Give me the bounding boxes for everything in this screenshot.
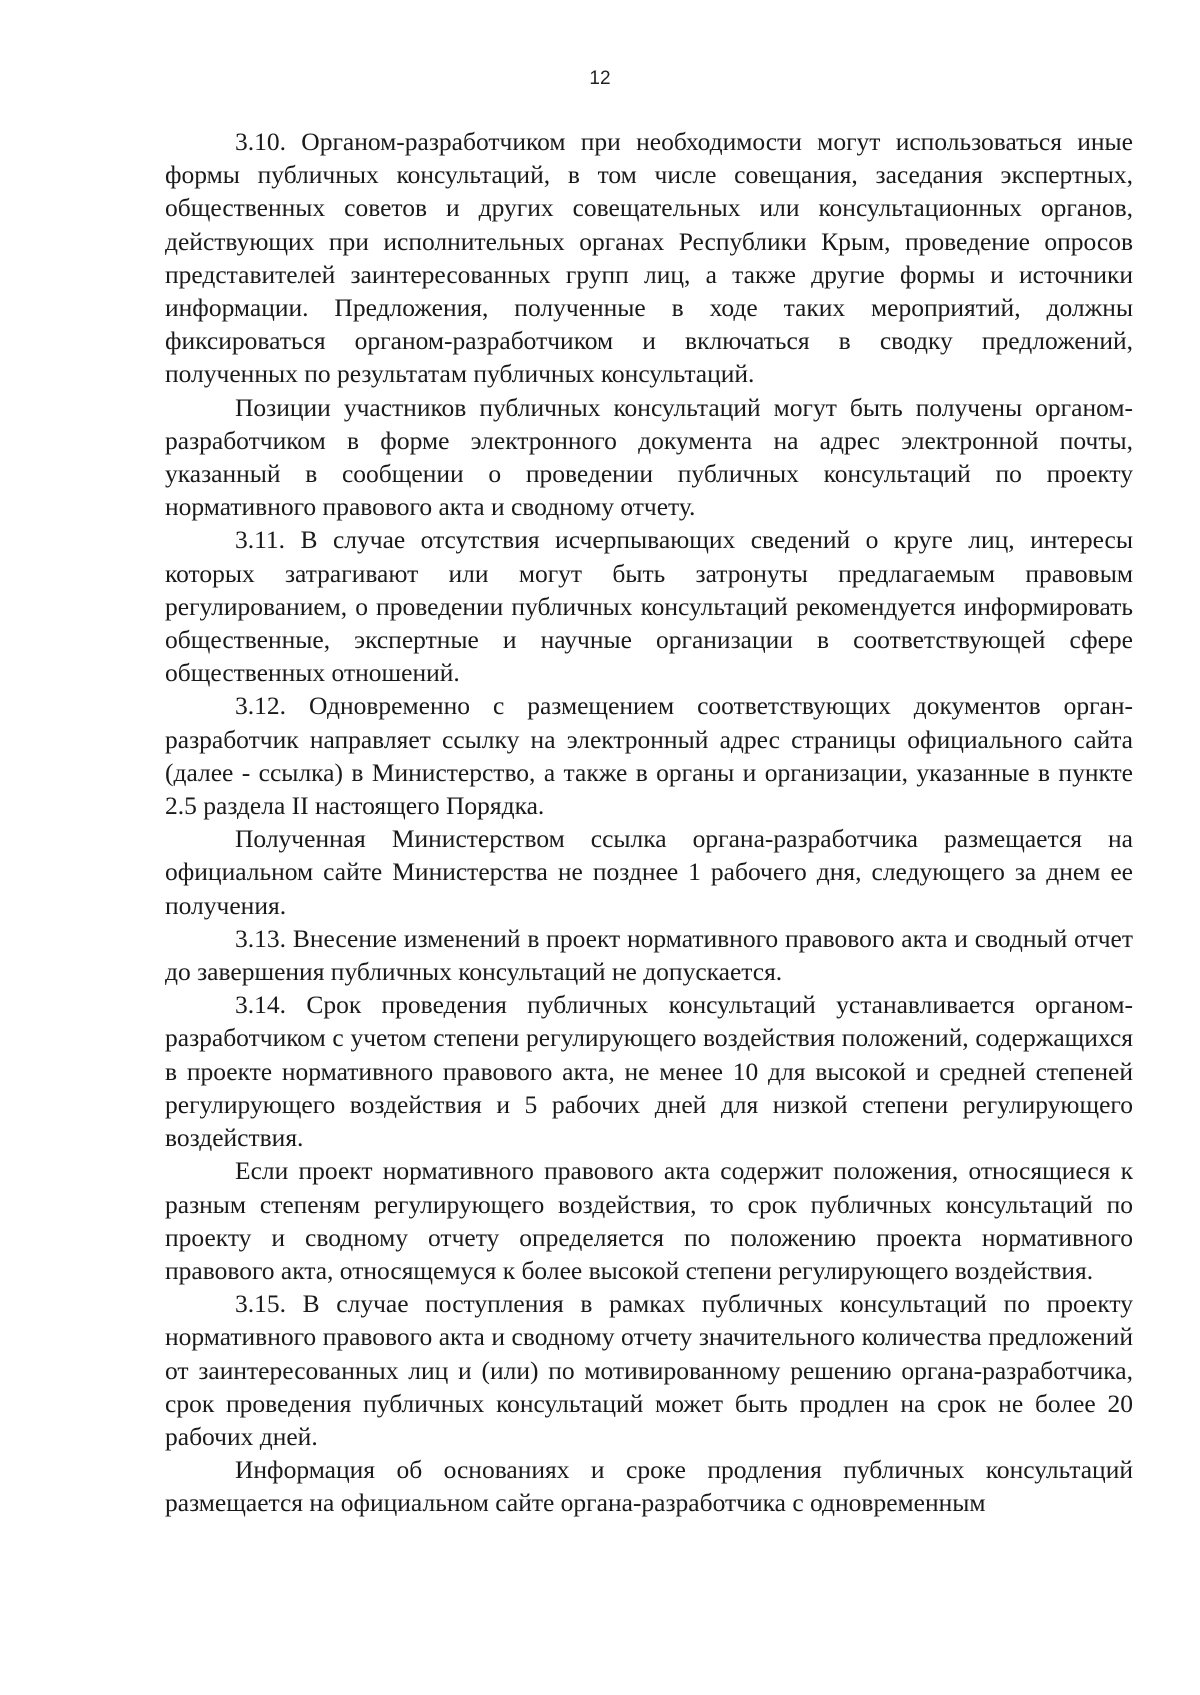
paragraph-3-11: 3.11. В случае отсутствия исчерпывающих сведений о круге лиц, интересы которых затрагивают или могут быть затронуты предлагаемым правовым регулированием, о проведении публичных консультаций рекомендуется информировать общественные, экспертные и научные организации в соответствующей сфере общественных отношений.: [165, 525, 1133, 688]
paragraph-degree-positions: Если проект нормативного правового акта содержит положения, относящиеся к разным степеням регулирующего воздействия, то срок публичных консультаций по проекту и сводному отчету определяется по положению проекта нормативного правового акта, относящемуся к более высокой степени регулирующего воздействия.: [165, 1156, 1133, 1285]
paragraph-participant-positions: Позиции участников публичных консультаций могут быть получены органом-разработчиком в форме электронного документа на адрес электронной почты, указанный в сообщении о проведении публичных консультаций по проекту нормативного правового акта и сводному отчету.: [165, 392, 1133, 522]
paragraph-3-12: 3.12. Одновременно с размещением соответствующих документов орган-разработчик направляет ссылку на электронный адрес страницы официального сайта (далее - ссылка) в Министерство, а также в органы и организации, указанные в пункте 2.5 раздела II настоящего Порядка.: [165, 691, 1133, 821]
paragraph-3-13: 3.13. Внесение изменений в проект нормативного правового акта и сводный отчет до завершения публичных консультаций не допускается.: [165, 923, 1133, 987]
document-body: [165, 125, 1133, 1520]
paragraph-3-15: 3.15. В случае поступления в рамках публичных консультаций по проекту нормативного правового акта и сводному отчету значительного количества предложений от заинтересованных лиц и (или) по мотивированному решению органа-разработчика, срок проведения публичных консультаций может быть продлен на срок не более 20 рабочих дней.: [165, 1289, 1133, 1451]
paragraph-extension-info: Информация об основаниях и сроке продления публичных консультаций размещается на официальном сайте органа-разработчика с одновременным: [165, 1455, 1133, 1518]
paragraph-3-14: 3.14. Срок проведения публичных консультаций устанавливается органом-разработчиком с учетом степени регулирующего воздействия положений, содержащихся в проекте нормативного правового акта, не менее 10 для высокой и средней степеней регулирующего воздействия и 5 рабочих дней для низкой степени регулирующего воздействия.: [165, 990, 1133, 1153]
paragraph-3-10: 3.10. Органом-разработчиком при необходимости могут использоваться иные формы публичных консультаций, в том числе совещания, заседания экспертных, общественных советов и других совещательных или консультационных органов, действующих при исполнительных органах Республики Крым, проведение опросов представителей заинтересованных групп лиц, а также другие формы и источники информации. Предложения, полученные в ходе таких мероприятий, должны фиксироваться органом-разработчиком и включаться в сводку предложений, полученных по результатам публичных консультаций.: [165, 127, 1133, 389]
page-number: 12: [589, 68, 611, 89]
paragraph-ministry-link: Полученная Министерством ссылка органа-разработчика размещается на официальном сайте Министерства не позднее 1 рабочего дня, следующего за днем ее получения.: [165, 824, 1133, 920]
